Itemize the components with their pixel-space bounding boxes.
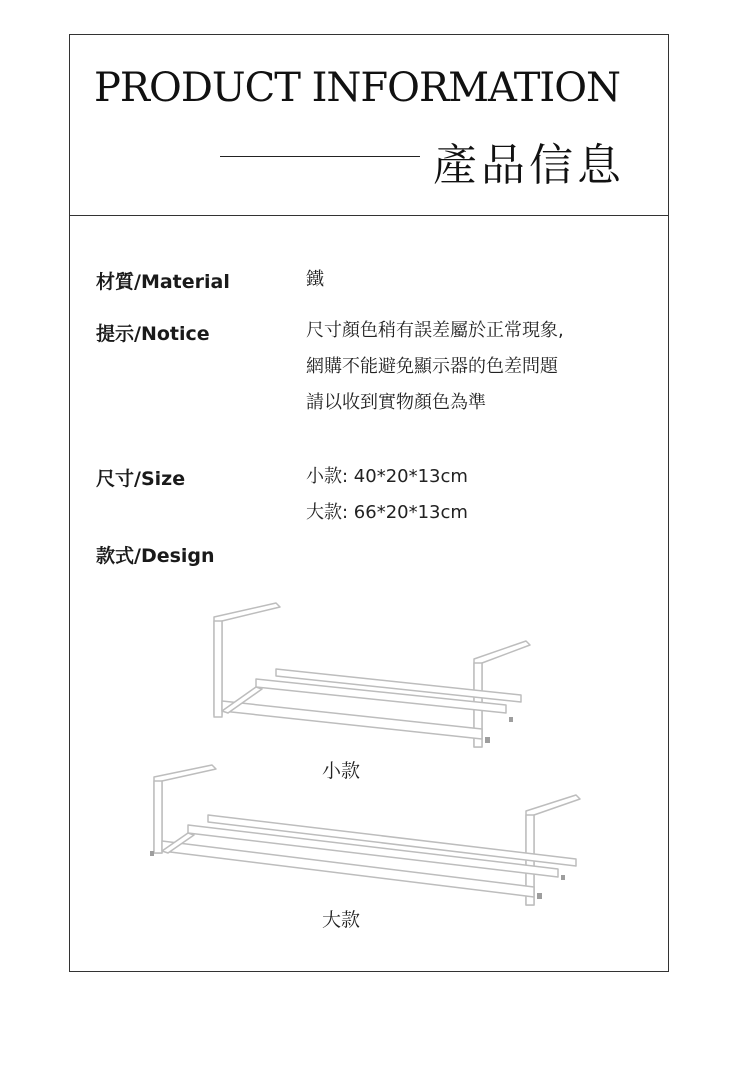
notice-label: 提示/Notice [96,323,210,345]
large-design-caption: 大款 [322,909,361,931]
small-design-caption: 小款 [322,760,361,782]
material-value: 鐵 [306,269,324,290]
design-label: 款式/Design [96,545,215,567]
large-rack-image [148,763,588,913]
size-line-large: 大款: 66*20*13cm [306,502,468,523]
notice-line: 請以收到實物顏色為準 [306,392,486,413]
size-line-small: 小款: 40*20*13cm [306,466,468,487]
size-label: 尺寸/Size [96,468,186,490]
material-label: 材質/Material [96,271,230,293]
title-english: PRODUCT INFORMATION [94,65,620,111]
title-divider-line [220,156,420,157]
product-info-frame [69,34,669,972]
size-value [306,459,468,531]
title-chinese: 產品信息 [433,140,625,191]
notice-line: 尺寸顏色稍有誤差屬於正常現象, [306,320,564,341]
header-section [70,35,668,216]
notice-value [306,313,564,421]
small-rack-image [206,597,546,757]
notice-line: 網購不能避免顯示器的色差問題 [306,356,558,377]
